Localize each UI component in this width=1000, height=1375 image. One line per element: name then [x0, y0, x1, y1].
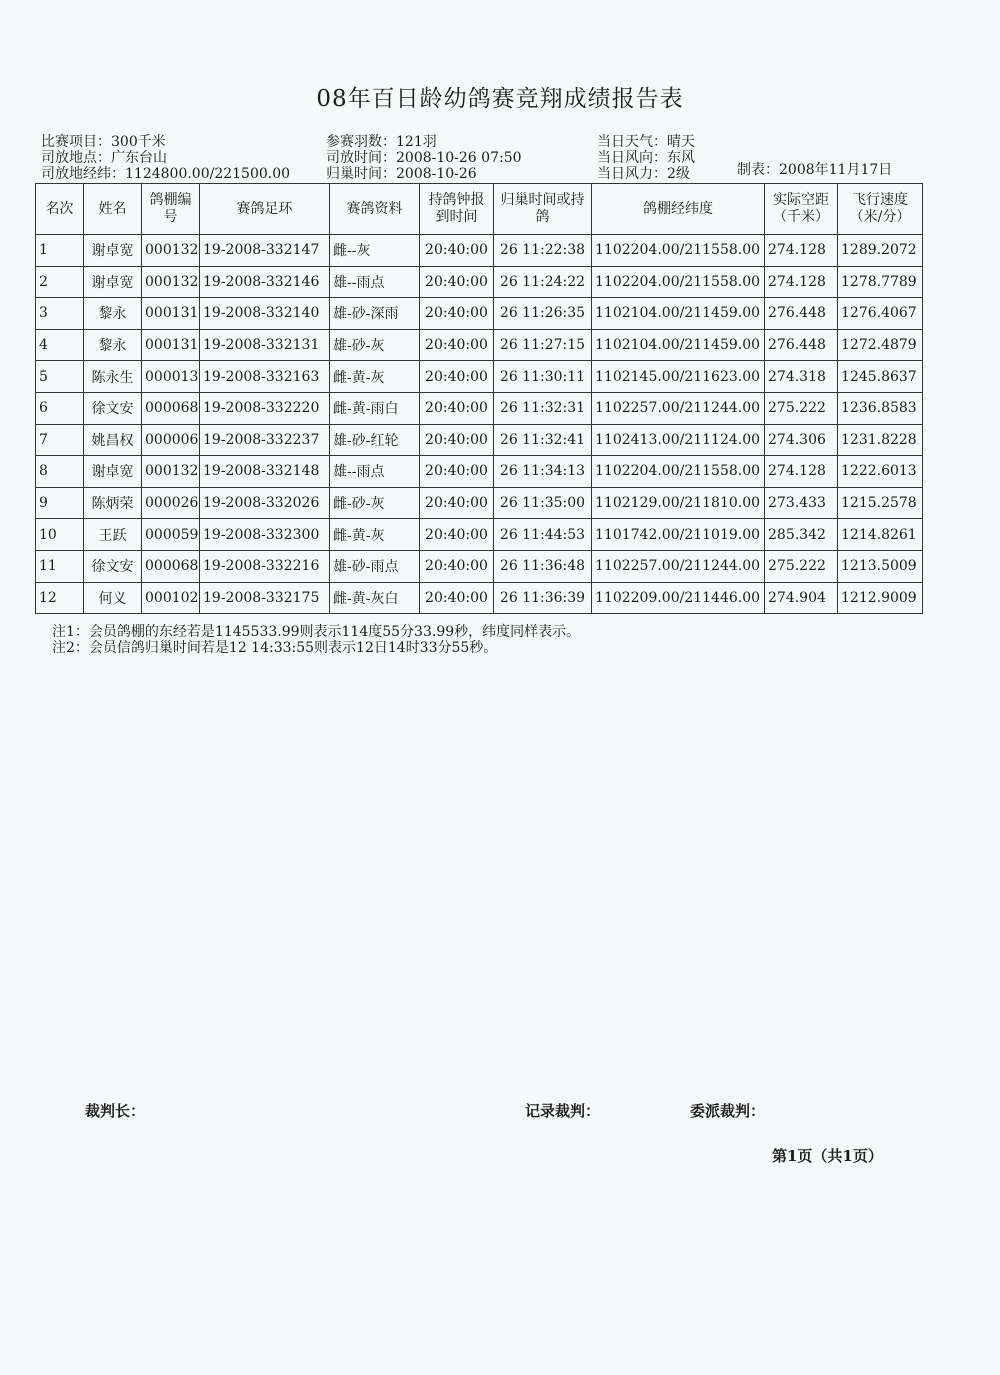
appointed-judge-label: 委派裁判： — [690, 1102, 766, 1120]
note-2: 注2：会员信鸽归巢时间若是12 14:33:55则表示12日14时33分55秒。 — [52, 640, 498, 656]
cell-speed: 1231.8228 — [838, 424, 923, 456]
cell-distance: 275.222 — [765, 550, 838, 582]
cell-name: 姚昌权 — [84, 424, 142, 456]
cell-loft-coords: 1102413.00/211124.00 — [592, 424, 765, 456]
cell-pigeon-info: 雄--雨点 — [330, 456, 420, 488]
wind-force: 当日风力：2级 — [597, 166, 690, 182]
cell-loft-id: 000013 — [142, 361, 200, 393]
cell-loft-id: 000131 — [142, 298, 200, 330]
cell-pigeon-info: 雌-黄-灰 — [330, 361, 420, 393]
header-speed: 飞行速度（米/分） — [838, 184, 923, 235]
cell-rank: 11 — [36, 550, 84, 582]
cell-ring: 19-2008-332220 — [200, 392, 330, 424]
table-row — [36, 456, 923, 488]
cell-ring: 19-2008-332216 — [200, 550, 330, 582]
cell-speed: 1212.9009 — [838, 582, 923, 614]
entry-count: 参赛羽数：121羽 — [326, 134, 437, 150]
cell-loft-id: 000132 — [142, 235, 200, 267]
cell-name: 徐文安 — [84, 550, 142, 582]
chief-judge-label: 裁判长： — [85, 1102, 146, 1120]
cell-pigeon-info: 雄-砂-雨点 — [330, 550, 420, 582]
cell-clock-time: 20:40:00 — [420, 266, 494, 298]
cell-ring: 19-2008-332237 — [200, 424, 330, 456]
cell-distance: 276.448 — [765, 298, 838, 330]
cell-speed: 1289.2072 — [838, 235, 923, 267]
table-row — [36, 266, 923, 298]
table-row — [36, 298, 923, 330]
header-distance: 实际空距（千米） — [765, 184, 838, 235]
cell-rank: 5 — [36, 361, 84, 393]
header-loft-id: 鸽棚编号 — [142, 184, 200, 235]
cell-distance: 273.433 — [765, 487, 838, 519]
cell-distance: 274.128 — [765, 456, 838, 488]
cell-ring: 19-2008-332163 — [200, 361, 330, 393]
report-title: 08年百日龄幼鸽赛竞翔成绩报告表 — [316, 86, 684, 112]
cell-clock-time: 20:40:00 — [420, 550, 494, 582]
cell-return-time: 26 11:24:22 — [494, 266, 592, 298]
header-pigeon-info: 赛鸽资料 — [330, 184, 420, 235]
return-date: 归巢时间：2008-10-26 — [326, 166, 477, 182]
release-time: 司放时间：2008-10-26 07:50 — [326, 150, 522, 166]
cell-return-time: 26 11:44:53 — [494, 519, 592, 551]
cell-pigeon-info: 雄--雨点 — [330, 266, 420, 298]
cell-clock-time: 20:40:00 — [420, 298, 494, 330]
cell-clock-time: 20:40:00 — [420, 456, 494, 488]
cell-name: 陈炳荣 — [84, 487, 142, 519]
cell-name: 谢卓宽 — [84, 266, 142, 298]
cell-return-time: 26 11:35:00 — [494, 487, 592, 519]
cell-clock-time: 20:40:00 — [420, 487, 494, 519]
cell-name: 何义 — [84, 582, 142, 614]
cell-pigeon-info: 雌-黄-灰白 — [330, 582, 420, 614]
cell-distance: 274.128 — [765, 235, 838, 267]
header-loft-coords: 鸽棚经纬度 — [592, 184, 765, 235]
cell-ring: 19-2008-332300 — [200, 519, 330, 551]
cell-speed: 1236.8583 — [838, 392, 923, 424]
cell-rank: 9 — [36, 487, 84, 519]
cell-ring: 19-2008-332148 — [200, 456, 330, 488]
release-location: 司放地点：广东台山 — [41, 150, 167, 166]
cell-speed: 1222.6013 — [838, 456, 923, 488]
cell-pigeon-info: 雌-黄-雨白 — [330, 392, 420, 424]
cell-clock-time: 20:40:00 — [420, 392, 494, 424]
cell-clock-time: 20:40:00 — [420, 361, 494, 393]
table-row — [36, 582, 923, 614]
cell-distance: 274.128 — [765, 266, 838, 298]
header-ring: 赛鸽足环 — [200, 184, 330, 235]
table-row — [36, 519, 923, 551]
race-distance: 比赛项目：300千米 — [41, 134, 166, 150]
table-row — [36, 361, 923, 393]
table-row — [36, 235, 923, 267]
cell-loft-id: 000132 — [142, 266, 200, 298]
cell-speed: 1245.8637 — [838, 361, 923, 393]
results-table — [35, 183, 923, 614]
cell-ring: 19-2008-332026 — [200, 487, 330, 519]
cell-speed: 1278.7789 — [838, 266, 923, 298]
cell-loft-coords: 1102204.00/211558.00 — [592, 456, 765, 488]
table-row — [36, 487, 923, 519]
cell-return-time: 26 11:26:35 — [494, 298, 592, 330]
cell-speed: 1272.4879 — [838, 329, 923, 361]
cell-loft-coords: 1102104.00/211459.00 — [592, 329, 765, 361]
cell-return-time: 26 11:36:48 — [494, 550, 592, 582]
cell-loft-coords: 1102204.00/211558.00 — [592, 235, 765, 267]
cell-ring: 19-2008-332175 — [200, 582, 330, 614]
cell-pigeon-info: 雌-黄-灰 — [330, 519, 420, 551]
cell-rank: 1 — [36, 235, 84, 267]
cell-distance: 276.448 — [765, 329, 838, 361]
table-header-row — [36, 184, 923, 235]
page-number: 第1页（共1页） — [772, 1147, 883, 1165]
race-info — [41, 134, 290, 182]
cell-pigeon-info: 雄-砂-灰 — [330, 329, 420, 361]
cell-rank: 4 — [36, 329, 84, 361]
cell-distance: 274.904 — [765, 582, 838, 614]
cell-speed: 1276.4067 — [838, 298, 923, 330]
cell-rank: 6 — [36, 392, 84, 424]
cell-distance: 275.222 — [765, 392, 838, 424]
header-return-time: 归巢时间或持鸽 — [494, 184, 592, 235]
record-judge-label: 记录裁判： — [525, 1102, 601, 1120]
cell-loft-coords: 1102204.00/211558.00 — [592, 266, 765, 298]
cell-name: 黎永 — [84, 329, 142, 361]
cell-pigeon-info: 雄-砂-红轮 — [330, 424, 420, 456]
cell-return-time: 26 11:27:15 — [494, 329, 592, 361]
cell-pigeon-info: 雌--灰 — [330, 235, 420, 267]
cell-loft-id: 000132 — [142, 456, 200, 488]
cell-ring: 19-2008-332131 — [200, 329, 330, 361]
cell-clock-time: 20:40:00 — [420, 424, 494, 456]
table-row — [36, 424, 923, 456]
made-date: 制表：2008年11月17日 — [737, 162, 893, 178]
cell-name: 黎永 — [84, 298, 142, 330]
cell-ring: 19-2008-332147 — [200, 235, 330, 267]
cell-rank: 8 — [36, 456, 84, 488]
header-clock-time: 持鸽钟报到时间 — [420, 184, 494, 235]
release-coordinates: 司放地经纬：1124800.00/221500.00 — [41, 166, 291, 182]
cell-loft-coords: 1102257.00/211244.00 — [592, 550, 765, 582]
cell-loft-id: 000068 — [142, 392, 200, 424]
cell-clock-time: 20:40:00 — [420, 519, 494, 551]
cell-speed: 1213.5009 — [838, 550, 923, 582]
cell-name: 王跃 — [84, 519, 142, 551]
cell-ring: 19-2008-332140 — [200, 298, 330, 330]
cell-pigeon-info: 雌-砂-灰 — [330, 487, 420, 519]
cell-distance: 274.306 — [765, 424, 838, 456]
table-row — [36, 329, 923, 361]
cell-loft-coords: 1102129.00/211810.00 — [592, 487, 765, 519]
cell-ring: 19-2008-332146 — [200, 266, 330, 298]
cell-name: 谢卓宽 — [84, 456, 142, 488]
wind-direction: 当日风向：东风 — [597, 150, 695, 166]
weather-info — [597, 134, 695, 182]
cell-distance: 274.318 — [765, 361, 838, 393]
header-name: 姓名 — [84, 184, 142, 235]
cell-return-time: 26 11:32:31 — [494, 392, 592, 424]
entry-info — [326, 134, 522, 182]
cell-name: 徐文安 — [84, 392, 142, 424]
cell-loft-id: 000068 — [142, 550, 200, 582]
cell-return-time: 26 11:34:13 — [494, 456, 592, 488]
cell-pigeon-info: 雄-砂-深雨 — [330, 298, 420, 330]
cell-return-time: 26 11:22:38 — [494, 235, 592, 267]
cell-speed: 1214.8261 — [838, 519, 923, 551]
header-rank: 名次 — [36, 184, 84, 235]
cell-return-time: 26 11:36:39 — [494, 582, 592, 614]
cell-loft-id: 000059 — [142, 519, 200, 551]
cell-return-time: 26 11:32:41 — [494, 424, 592, 456]
cell-loft-coords: 1102104.00/211459.00 — [592, 298, 765, 330]
cell-name: 谢卓宽 — [84, 235, 142, 267]
cell-rank: 7 — [36, 424, 84, 456]
cell-loft-id: 000026 — [142, 487, 200, 519]
cell-loft-coords: 1102257.00/211244.00 — [592, 392, 765, 424]
cell-loft-coords: 1102209.00/211446.00 — [592, 582, 765, 614]
table-row — [36, 550, 923, 582]
weather: 当日天气：晴天 — [597, 134, 695, 150]
cell-speed: 1215.2578 — [838, 487, 923, 519]
cell-clock-time: 20:40:00 — [420, 329, 494, 361]
cell-name: 陈永生 — [84, 361, 142, 393]
cell-loft-coords: 1102145.00/211623.00 — [592, 361, 765, 393]
note-1: 注1：会员鸽棚的东经若是1145533.99则表示114度55分33.99秒，纬度同样表示。 — [52, 624, 581, 640]
cell-rank: 10 — [36, 519, 84, 551]
cell-rank: 3 — [36, 298, 84, 330]
cell-loft-id: 000102 — [142, 582, 200, 614]
notes — [52, 624, 580, 656]
cell-return-time: 26 11:30:11 — [494, 361, 592, 393]
cell-clock-time: 20:40:00 — [420, 582, 494, 614]
cell-rank: 12 — [36, 582, 84, 614]
cell-loft-coords: 1101742.00/211019.00 — [592, 519, 765, 551]
cell-loft-id: 000131 — [142, 329, 200, 361]
cell-distance: 285.342 — [765, 519, 838, 551]
cell-clock-time: 20:40:00 — [420, 235, 494, 267]
cell-rank: 2 — [36, 266, 84, 298]
table-row — [36, 392, 923, 424]
cell-loft-id: 000006 — [142, 424, 200, 456]
